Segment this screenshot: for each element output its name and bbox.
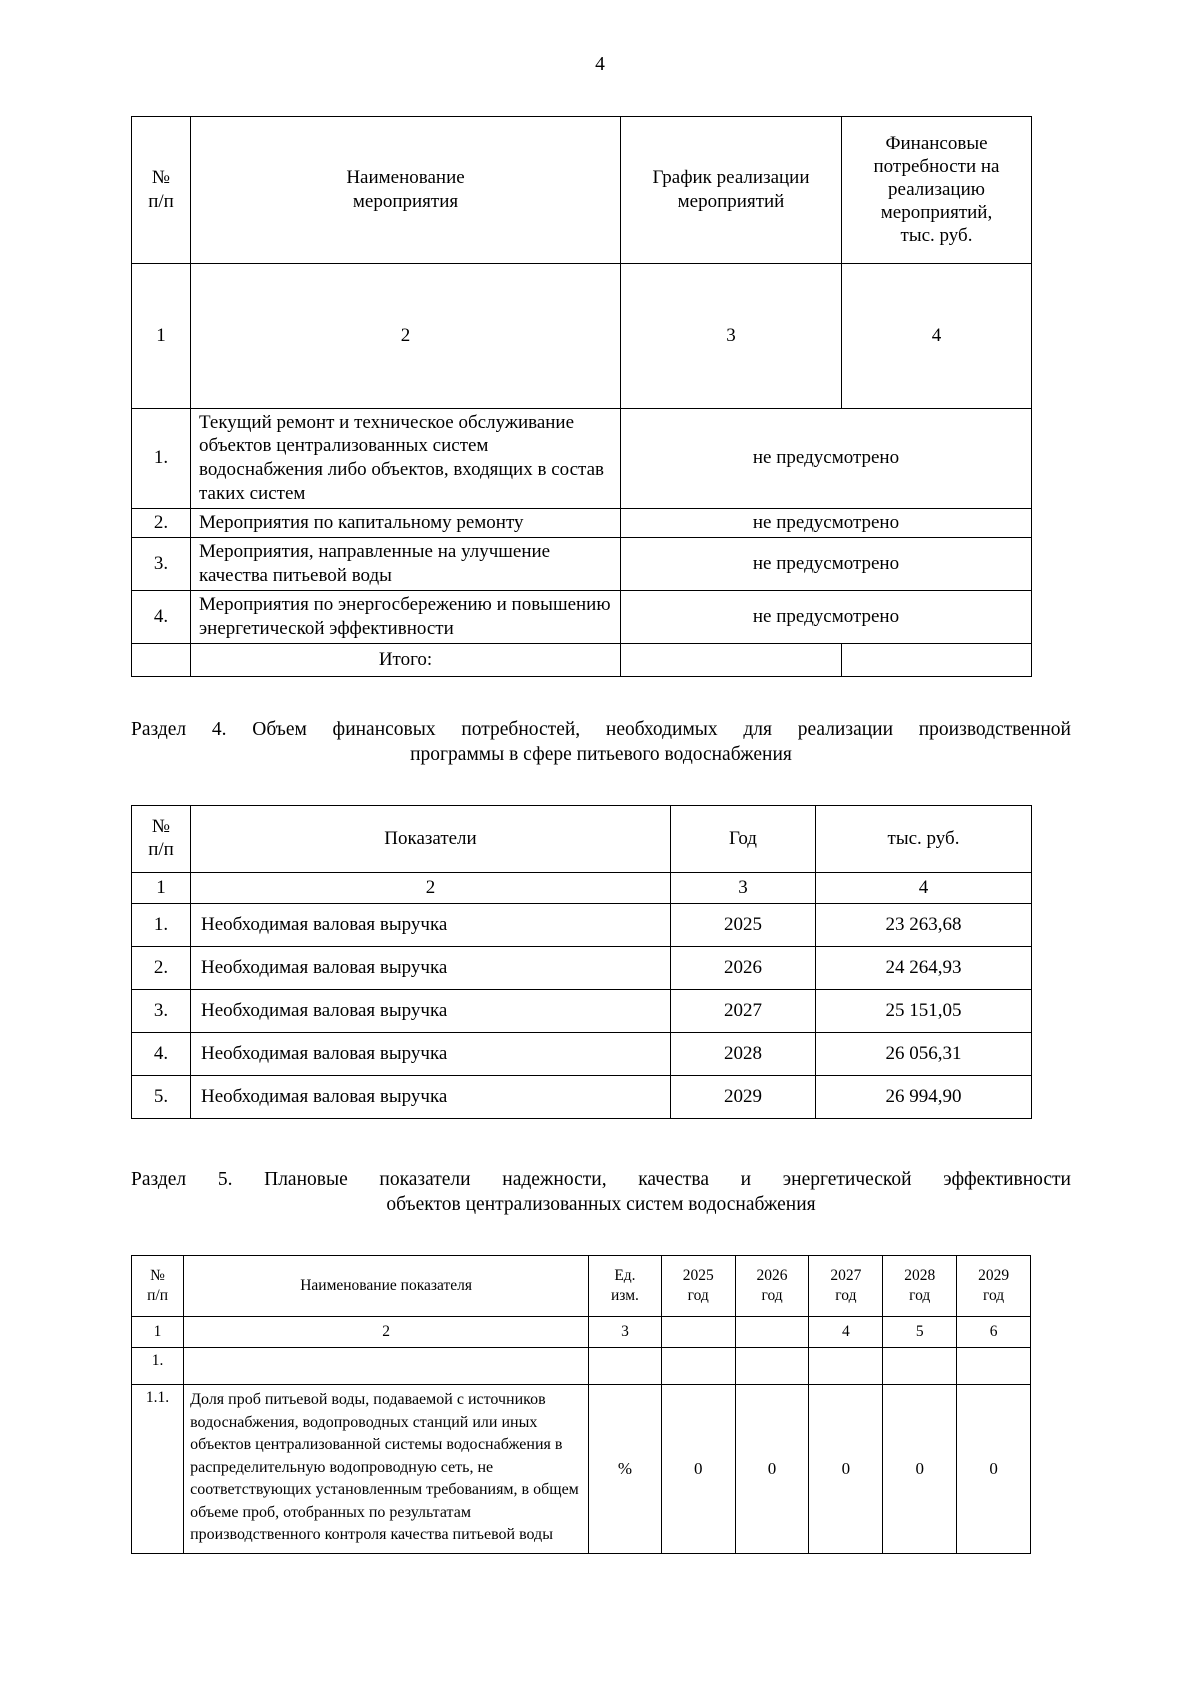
column-number-4	[661, 1317, 735, 1348]
header-year-2026-value: 2026	[756, 1266, 788, 1284]
row-amount: 25 151,05	[816, 989, 1032, 1032]
header-no-line-1: №	[151, 167, 171, 189]
row-number: 1.1.	[132, 1385, 184, 1554]
header-cell-no	[132, 1256, 184, 1317]
table-header-row	[132, 805, 1032, 872]
revenue-table-body	[132, 903, 1032, 1118]
header-year-2025-value: 2025	[682, 1266, 714, 1284]
header-year-2029-value: 2029	[978, 1266, 1010, 1284]
header-cell-year: Год	[671, 805, 816, 872]
page-content	[0, 116, 1200, 1554]
measures-table	[131, 116, 1032, 677]
row-number: 5.	[132, 1075, 191, 1118]
row-value: не предусмотрено	[621, 591, 1032, 644]
table-row	[132, 509, 1032, 538]
header-name-line-2: мероприятия	[352, 190, 459, 212]
table-row	[132, 408, 1032, 509]
header-cell-indicator: Показатели	[191, 805, 671, 872]
header-no-line-1: №	[151, 816, 171, 838]
header-cell-name	[191, 116, 621, 263]
table-column-number-row	[132, 1317, 1031, 1348]
header-no-line-2: п/п	[148, 190, 174, 212]
column-number-6: 4	[809, 1317, 883, 1348]
row-year: 2026	[671, 946, 816, 989]
column-number-7: 5	[883, 1317, 957, 1348]
revenue-table	[131, 805, 1032, 1119]
row-value-2029	[957, 1348, 1031, 1385]
row-year: 2027	[671, 989, 816, 1032]
total-row-schedule	[621, 643, 842, 676]
column-number-3: 3	[671, 872, 816, 903]
row-amount: 24 264,93	[816, 946, 1032, 989]
header-finance-line-3: реализацию	[888, 178, 985, 200]
header-no-line-1: №	[150, 1266, 165, 1284]
column-number-3: 3	[589, 1317, 662, 1348]
row-number: 2.	[132, 509, 191, 538]
row-value-2026: 0	[735, 1385, 809, 1554]
section-5-heading-line-1: Раздел 5. Плановые показатели надежности, качества и энергетической эффективности	[131, 1168, 1071, 1190]
row-indicator: Необходимая валовая выручка	[191, 903, 671, 946]
column-number-2: 2	[191, 872, 671, 903]
header-cell-unit	[589, 1256, 662, 1317]
table-column-number-row	[132, 263, 1032, 408]
section-5-heading-line-2: объектов централизованных систем водоснабжения	[386, 1194, 816, 1216]
header-cell-year-2025	[661, 1256, 735, 1317]
row-value-2026	[735, 1348, 809, 1385]
section-4-heading-line-1: Раздел 4. Объем финансовых потребностей, необходимых для реализации производственной	[131, 718, 1071, 740]
header-finance-line-4: мероприятий,	[880, 202, 993, 224]
header-year-2028-value: 2028	[904, 1266, 936, 1284]
row-indicator-name	[184, 1348, 589, 1385]
column-number-1: 1	[132, 872, 191, 903]
row-number: 3.	[132, 538, 191, 591]
row-indicator: Необходимая валовая выручка	[191, 1075, 671, 1118]
table-row	[132, 1385, 1031, 1554]
row-year: 2028	[671, 1032, 816, 1075]
table-header-row	[132, 116, 1032, 263]
total-row-number	[132, 643, 191, 676]
column-number-2: 2	[184, 1317, 589, 1348]
row-measure-name: Мероприятия по капитальному ремонту	[191, 509, 621, 538]
row-measure-name: Мероприятия по энергосбережению и повышению энергетической эффективности	[191, 591, 621, 644]
header-unit-line-1: Ед.	[614, 1266, 636, 1284]
header-cell-amount: тыс. руб.	[816, 805, 1032, 872]
indicators-table-head	[132, 1256, 1031, 1348]
table-row	[132, 903, 1032, 946]
header-cell-no	[132, 116, 191, 263]
column-number-3: 3	[621, 263, 842, 408]
header-no-line-2: п/п	[147, 1287, 168, 1304]
header-year-2027-label: год	[835, 1287, 857, 1304]
row-number: 4.	[132, 1032, 191, 1075]
table-row	[132, 989, 1032, 1032]
header-no-line-2: п/п	[148, 838, 174, 860]
column-number-1: 1	[132, 263, 191, 408]
row-value-2027	[809, 1348, 883, 1385]
row-value: не предусмотрено	[621, 408, 1032, 509]
column-number-8: 6	[957, 1317, 1031, 1348]
header-finance-line-5: тыс. руб.	[900, 225, 973, 247]
row-indicator: Необходимая валовая выручка	[191, 989, 671, 1032]
row-indicator-name: Доля проб питьевой воды, подаваемой с источников водоснабжения, водопроводных станций или иных объектов централизованной системы водоснабжения в распределительную водопроводную сеть, не соответствующих установленным требованиям, в общем объеме проб, отобранных по результатам производственного контроля качества питьевой воды	[184, 1385, 589, 1554]
column-number-1: 1	[132, 1317, 184, 1348]
row-number: 1.	[132, 903, 191, 946]
header-finance-line-2: потребности на	[873, 155, 1000, 177]
row-indicator: Необходимая валовая выручка	[191, 946, 671, 989]
page-number: 4	[595, 54, 605, 75]
table-row	[132, 1075, 1032, 1118]
row-amount: 23 263,68	[816, 903, 1032, 946]
row-number: 4.	[132, 591, 191, 644]
header-cell-finance	[842, 116, 1032, 263]
row-value-2028	[883, 1348, 957, 1385]
section-5-heading	[131, 1167, 1071, 1218]
row-value-2028: 0	[883, 1385, 957, 1554]
section-4-heading-line-2: программы в сфере питьевого водоснабжения	[410, 744, 792, 766]
row-unit	[589, 1348, 662, 1385]
row-value: не предусмотрено	[621, 538, 1032, 591]
row-value: не предусмотрено	[621, 509, 1032, 538]
header-cell-year-2029	[957, 1256, 1031, 1317]
measures-table-body	[132, 408, 1032, 676]
header-cell-year-2027	[809, 1256, 883, 1317]
row-amount: 26 994,90	[816, 1075, 1032, 1118]
header-cell-name: Наименование показателя	[184, 1256, 589, 1317]
row-measure-name: Мероприятия, направленные на улучшение качества питьевой воды	[191, 538, 621, 591]
table-column-number-row	[132, 872, 1032, 903]
row-amount: 26 056,31	[816, 1032, 1032, 1075]
row-number: 1.	[132, 408, 191, 509]
row-measure-name: Текущий ремонт и техническое обслуживание объектов централизованных систем водоснабжения либо объектов, входящих в состав таких систем	[191, 408, 621, 509]
row-value-2029: 0	[957, 1385, 1031, 1554]
table-total-row	[132, 643, 1032, 676]
row-value-2027: 0	[809, 1385, 883, 1554]
header-schedule-line-2: мероприятий	[677, 190, 785, 212]
revenue-table-head	[132, 805, 1032, 903]
indicators-table	[131, 1255, 1031, 1554]
row-number: 3.	[132, 989, 191, 1032]
header-unit-line-2: изм.	[611, 1287, 639, 1304]
row-year: 2025	[671, 903, 816, 946]
row-indicator: Необходимая валовая выручка	[191, 1032, 671, 1075]
header-year-2029-label: год	[982, 1287, 1005, 1304]
total-row-finance	[842, 643, 1032, 676]
header-year-2026-label: год	[761, 1287, 783, 1304]
header-year-2028-label: год	[909, 1287, 931, 1304]
header-cell-year-2026	[735, 1256, 809, 1317]
row-number: 1.	[132, 1348, 184, 1385]
row-value-2025	[661, 1348, 735, 1385]
header-schedule-line-1: График реализации	[652, 167, 810, 189]
table-row	[132, 946, 1032, 989]
column-number-4: 4	[842, 263, 1032, 408]
header-year-2025-label: год	[687, 1287, 709, 1304]
table-row	[132, 591, 1032, 644]
table-row	[132, 1032, 1032, 1075]
row-year: 2029	[671, 1075, 816, 1118]
section-4-heading	[131, 717, 1071, 768]
column-number-5	[735, 1317, 809, 1348]
header-cell-no	[132, 805, 191, 872]
header-name-line-1: Наименование	[346, 167, 465, 189]
header-cell-year-2028	[883, 1256, 957, 1317]
header-cell-schedule	[621, 116, 842, 263]
measures-table-head	[132, 116, 1032, 408]
column-number-2: 2	[191, 263, 621, 408]
row-value-2025: 0	[661, 1385, 735, 1554]
indicators-table-body	[132, 1348, 1031, 1554]
total-row-label: Итого:	[191, 643, 621, 676]
table-header-row	[132, 1256, 1031, 1317]
column-number-4: 4	[816, 872, 1032, 903]
header-finance-line-1: Финансовые	[885, 132, 988, 154]
table-row	[132, 538, 1032, 591]
row-unit: %	[589, 1385, 662, 1554]
table-row	[132, 1348, 1031, 1385]
header-year-2027-value: 2027	[830, 1266, 862, 1284]
row-number: 2.	[132, 946, 191, 989]
